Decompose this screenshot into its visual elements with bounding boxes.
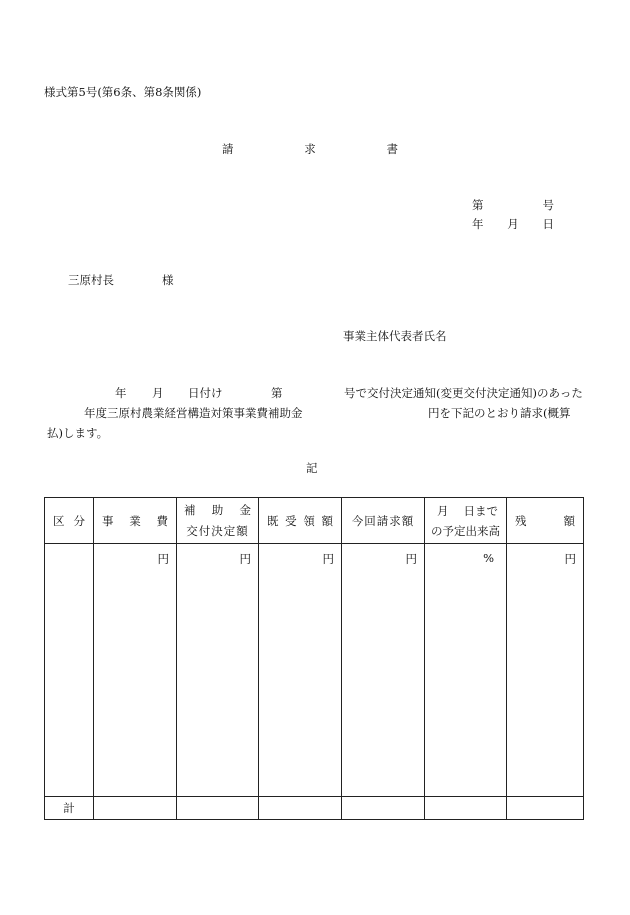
total-konkai[interactable] bbox=[342, 797, 425, 820]
document-title bbox=[222, 144, 398, 156]
applicant-label: 事業主体代表者氏名 bbox=[343, 329, 447, 343]
header-hojokin: 補 助 金 交付決定額 bbox=[177, 498, 259, 544]
body-line1-rest: 号で交付決定通知(変更交付決定通知)のあった bbox=[344, 386, 583, 400]
cell-konkai[interactable]: 円 bbox=[342, 544, 425, 797]
total-zangaku[interactable] bbox=[507, 797, 584, 820]
cell-zangaku[interactable]: 円 bbox=[507, 544, 584, 797]
total-jigyohi[interactable] bbox=[94, 797, 177, 820]
cell-yotei[interactable]: % bbox=[425, 544, 507, 797]
title-char: 請 bbox=[222, 142, 234, 156]
date-day: 日 bbox=[542, 217, 554, 231]
header-jigyohi: 事 業 費 bbox=[94, 498, 177, 544]
body-day: 日付け bbox=[188, 386, 223, 400]
ki-label: 記 bbox=[306, 461, 318, 475]
body-line2-text: 年度三原村農業経営構造対策事業費補助金 bbox=[84, 406, 303, 420]
date-month: 月 bbox=[507, 217, 519, 231]
addressee-honorific: 様 bbox=[162, 273, 174, 287]
document-number bbox=[472, 200, 554, 212]
cell-hojokin[interactable]: 円 bbox=[177, 544, 259, 797]
table-body-row bbox=[45, 544, 584, 797]
body-line3: 払)します。 bbox=[47, 426, 109, 440]
doc-number-prefix: 第 bbox=[472, 198, 484, 212]
total-hojokin[interactable] bbox=[177, 797, 259, 820]
total-kiju[interactable] bbox=[259, 797, 342, 820]
form-number: 様式第5号(第6条、第8条関係) bbox=[44, 85, 202, 99]
header-zangaku: 残 額 bbox=[507, 498, 584, 544]
addressee-name: 三原村長 bbox=[68, 273, 114, 287]
header-kubun: 区 分 bbox=[45, 498, 94, 544]
cell-kiju[interactable]: 円 bbox=[259, 544, 342, 797]
body-year: 年 bbox=[115, 386, 127, 400]
table-total-row bbox=[45, 797, 584, 820]
header-yotei: 月 日まで の予定出来高 bbox=[425, 498, 507, 544]
table-header-row bbox=[45, 498, 584, 544]
body-month: 月 bbox=[152, 386, 164, 400]
document-date bbox=[472, 219, 554, 231]
title-char: 求 bbox=[304, 142, 316, 156]
cell-kubun[interactable] bbox=[45, 544, 94, 797]
request-table bbox=[44, 497, 584, 820]
body-line2-rest: 円を下記のとおり請求(概算 bbox=[428, 406, 571, 420]
title-char: 書 bbox=[386, 142, 398, 156]
header-konkai: 今回請求額 bbox=[342, 498, 425, 544]
body-number-prefix: 第 bbox=[271, 386, 283, 400]
doc-number-suffix: 号 bbox=[542, 198, 554, 212]
total-yotei[interactable] bbox=[425, 797, 507, 820]
header-kiju: 既 受 領 額 bbox=[259, 498, 342, 544]
total-label: 計 bbox=[45, 797, 94, 820]
cell-jigyohi[interactable]: 円 bbox=[94, 544, 177, 797]
date-year: 年 bbox=[472, 217, 484, 231]
